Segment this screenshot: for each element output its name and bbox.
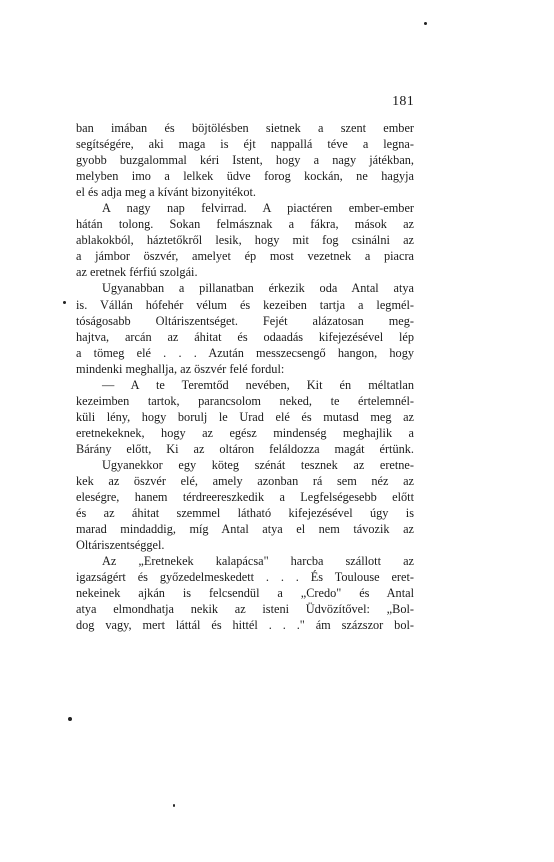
body-text [76,120,414,634]
text-line: tóságosabb Oltáriszentséget. Fejét alázatosan meg- [76,313,414,328]
text-line: — A te Teremtőd nevében, Kit én méltatlan [102,377,414,392]
ink-speck [424,22,427,25]
text-line: a jámbor öszvér, amelyet ép most vezetnek a piacra [76,249,414,264]
text-line: el és adja meg a kívánt bizonyitékot. [76,185,256,200]
text-line: hátán tolong. Sokan felmásznak a fákra, mások az [76,217,414,232]
text-line: gyobb buzgalommal kéri Istent, hogy a nagy játékban, [76,153,414,168]
page-number: 181 [392,94,414,109]
ink-speck [63,301,66,304]
text-line: Ugyanekkor egy köteg szénát tesznek az eretne- [102,457,414,472]
text-line: Az „Eretnekek kalapácsa" harcba szállott az [102,554,414,569]
text-line: küli lény, hogy borulj le Urad elé és mutasd meg az [76,409,414,424]
text-line: kek az öszvér elé, amely azonban rá sem néz az [76,474,414,489]
text-line: a tömeg elé . . . Azután messzecsengő hangon, hogy [76,345,414,360]
text-line: hajtva, arcán az áhitat és odaadás kifejezésével lép [76,329,414,344]
text-line: marad mindaddig, míg Antal atya el nem távozik az [76,522,414,537]
text-line: ban imában és böjtölésben sietnek a szent ember [76,121,414,135]
ink-speck [68,717,72,721]
text-line: Oltáriszentséggel. [76,538,165,553]
text-line: eleségre, hanem térdreereszkedik a Legfelségesebb előtt [76,490,414,505]
text-line: eretnekeknek, hogy az egész mindenség meghajlik a [76,425,414,440]
text-line: Ugyanabban a pillanatban érkezik oda Antal atya [102,281,414,296]
text-line: dog vagy, mert láttál és hittél . . ." ám százszor bol- [76,618,414,633]
text-line: melyben imo a lelkek üdve forog kockán, ne hagyja [76,169,414,184]
text-line: az eretnek férfiú szolgái. [76,265,198,280]
text-line: és az áhitat szemmel látható kifejezésével úgy is [76,506,414,521]
text-line: igazságért és győzedelmeskedett . . . És Toulouse eret- [76,570,414,585]
ink-speck [173,804,175,807]
text-line: Bárány előtt, Ki az oltáron feláldozza magát értünk. [76,441,414,456]
text-line: A nagy nap felvirrad. A piactéren ember-ember [102,201,414,216]
text-line: ablakokból, háztetőkről lesik, hogy mit fog csinálni az [76,233,414,248]
text-line: atya elmondhatja nekik az isteni Üdvözítővel: „Bol- [76,602,414,617]
text-line: kezeimben tartok, parancsolom neked, te értelemnél- [76,393,414,408]
text-line: is. Vállán hófehér vélum és kezeiben tartja a legmél- [76,297,414,312]
text-line: segítségére, aki maga is éjt nappallá téve a legna- [76,137,414,152]
text-line: mindenki meghallja, az öszvér felé fordul: [76,361,285,376]
text-line: nekeinek ajkán is felcsendül a „Credo" és Antal [76,586,414,601]
